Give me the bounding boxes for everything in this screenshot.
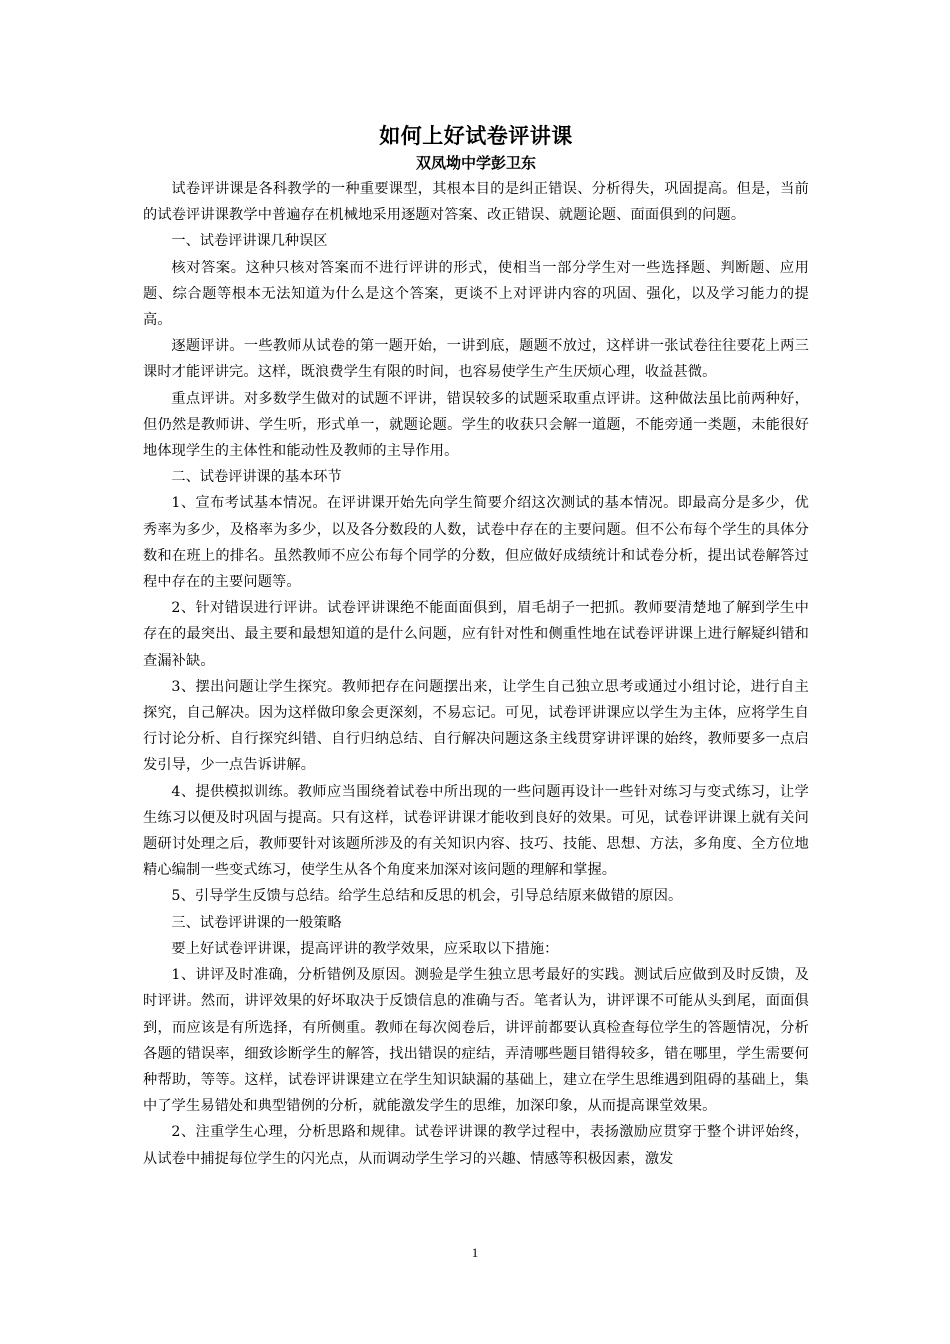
document-body [143,176,809,1172]
page-number: 1 [471,1245,479,1260]
document-author: 双凤坳中学彭卫东 [415,154,536,172]
section-heading: 二、试卷评讲课的基本环节 [171,469,342,486]
body-paragraph: 3、摆出问题让学生探究。教师把存在问题摆出来，让学生自己独立思考或通过小组讨论，进行自主探究，自己解决。因为这样做印象会更深刻，不易忘记。可见，试卷评讲课应以学生为主体，应将学生自行讨论分析、自行探究纠错、自行归纳总结、自行解决问题这条主线贯穿讲评课的始终，教师要多一点启发引导，少一点告诉讲解。 [143,678,809,774]
body-paragraph: 2、针对错误进行评讲。试卷评讲课绝不能面面俱到，眉毛胡子一把抓。教师要清楚地了解到学生中存在的最突出、最主要和最想知道的是什么问题，应有针对性和侧重性地在试卷评讲课上进行解疑纠错和查漏补缺。 [143,600,809,669]
body-paragraph: 试卷评讲课是各科教学的一种重要课型，其根本目的是纠正错误、分析得失，巩固提高。但是，当前的试卷评讲课教学中普遍存在机械地采用逐题对答案、改正错误、就题论题、面面俱到的问题。 [143,181,809,224]
body-paragraph: 4、提供模拟训练。教师应当围绕着试卷中所出现的一些问题再设计一些针对练习与变式练习，让学生练习以便及时巩固与提高。只有这样，试卷评讲课才能收到良好的效果。可见，试卷评讲课上就有关问题研讨处理之后，教师要针对该题所涉及的有关知识内容、技巧、技能、思想、方法，多角度、全方位地精心编制一些变式练习，使学生从各个角度来加深对该问题的理解和掌握。 [143,783,809,879]
body-paragraph: 1、讲评及时准确，分析错例及原因。测验是学生独立思考最好的实践。测试后应做到及时反馈，及时评讲。然而，讲评效果的好坏取决于反馈信息的准确与否。笔者认为，讲评课不可能从头到尾，面面俱到，而应该是有所选择，有所侧重。教师在每次阅卷后，讲评前都要认真检查每位学生的答题情况，分析各题的错误率，细致诊断学生的解答，找出错误的症结，弄清哪些题目错得较多，错在哪里，学生需要何种帮助，等等。这样，试卷评讲课建立在学生知识缺漏的基础上，建立在学生思维遇到阻碍的基础上，集中了学生易错处和典型错例的分析，就能激发学生的思维，加深印象，从而提高课堂效果。 [143,967,809,1115]
body-paragraph: 2、注重学生心理，分析思路和规律。试卷评讲课的教学过程中，表扬激励应贯穿于整个讲评始终，从试卷中捕捉每位学生的闪光点，从而调动学生学习的兴趣、情感等积极因素，激发 [143,1124,809,1167]
body-paragraph: 逐题评讲。一些教师从试卷的第一题开始，一讲到底，题题不放过，这样讲一张试卷往往要花上两三课时才能评讲完。这样，既浪费学生有限的时间，也容易使学生产生厌烦心理，收益甚微。 [143,338,809,381]
section-heading: 三、试卷评讲课的一般策略 [171,914,342,931]
body-paragraph: 1、宣布考试基本情况。在评讲课开始先向学生简要介绍这次测试的基本情况。即最高分是多少，优秀率为多少，及格率为多少，以及各分数段的人数，试卷中存在的主要问题。但不公布每个学生的具体分数和在班上的排名。虽然教师不应公布每个同学的分数，但应做好成绩统计和试卷分析，提出试卷解答过程中存在的主要问题等。 [143,495,809,591]
body-paragraph: 5、引导学生反馈与总结。给学生总结和反思的机会，引导总结原来做错的原因。 [171,888,683,905]
body-paragraph: 核对答案。这种只核对答案而不进行评讲的形式，使相当一部分学生对一些选择题、判断题、应用题、综合题等根本无法知道为什么是这个答案，更谈不上对评讲内容的巩固、强化，以及学习能力的提高。 [143,259,809,329]
document-page [143,120,809,1172]
section-heading: 一、试卷评讲课几种误区 [171,233,328,250]
body-paragraph: 要上好试卷评讲课，提高评讲的教学效果，应采取以下措施： [171,940,559,957]
document-title: 如何上好试卷评讲课 [379,123,573,148]
body-paragraph: 重点评讲。对多数学生做对的试题不评讲，错误较多的试题采取重点评讲。这种做法虽比前两种好，但仍然是教师讲、学生听，形式单一，就题论题。学生的收获只会解一道题，不能旁通一类题，未能很好地体现学生的主体性和能动性及教师的主导作用。 [143,390,809,460]
